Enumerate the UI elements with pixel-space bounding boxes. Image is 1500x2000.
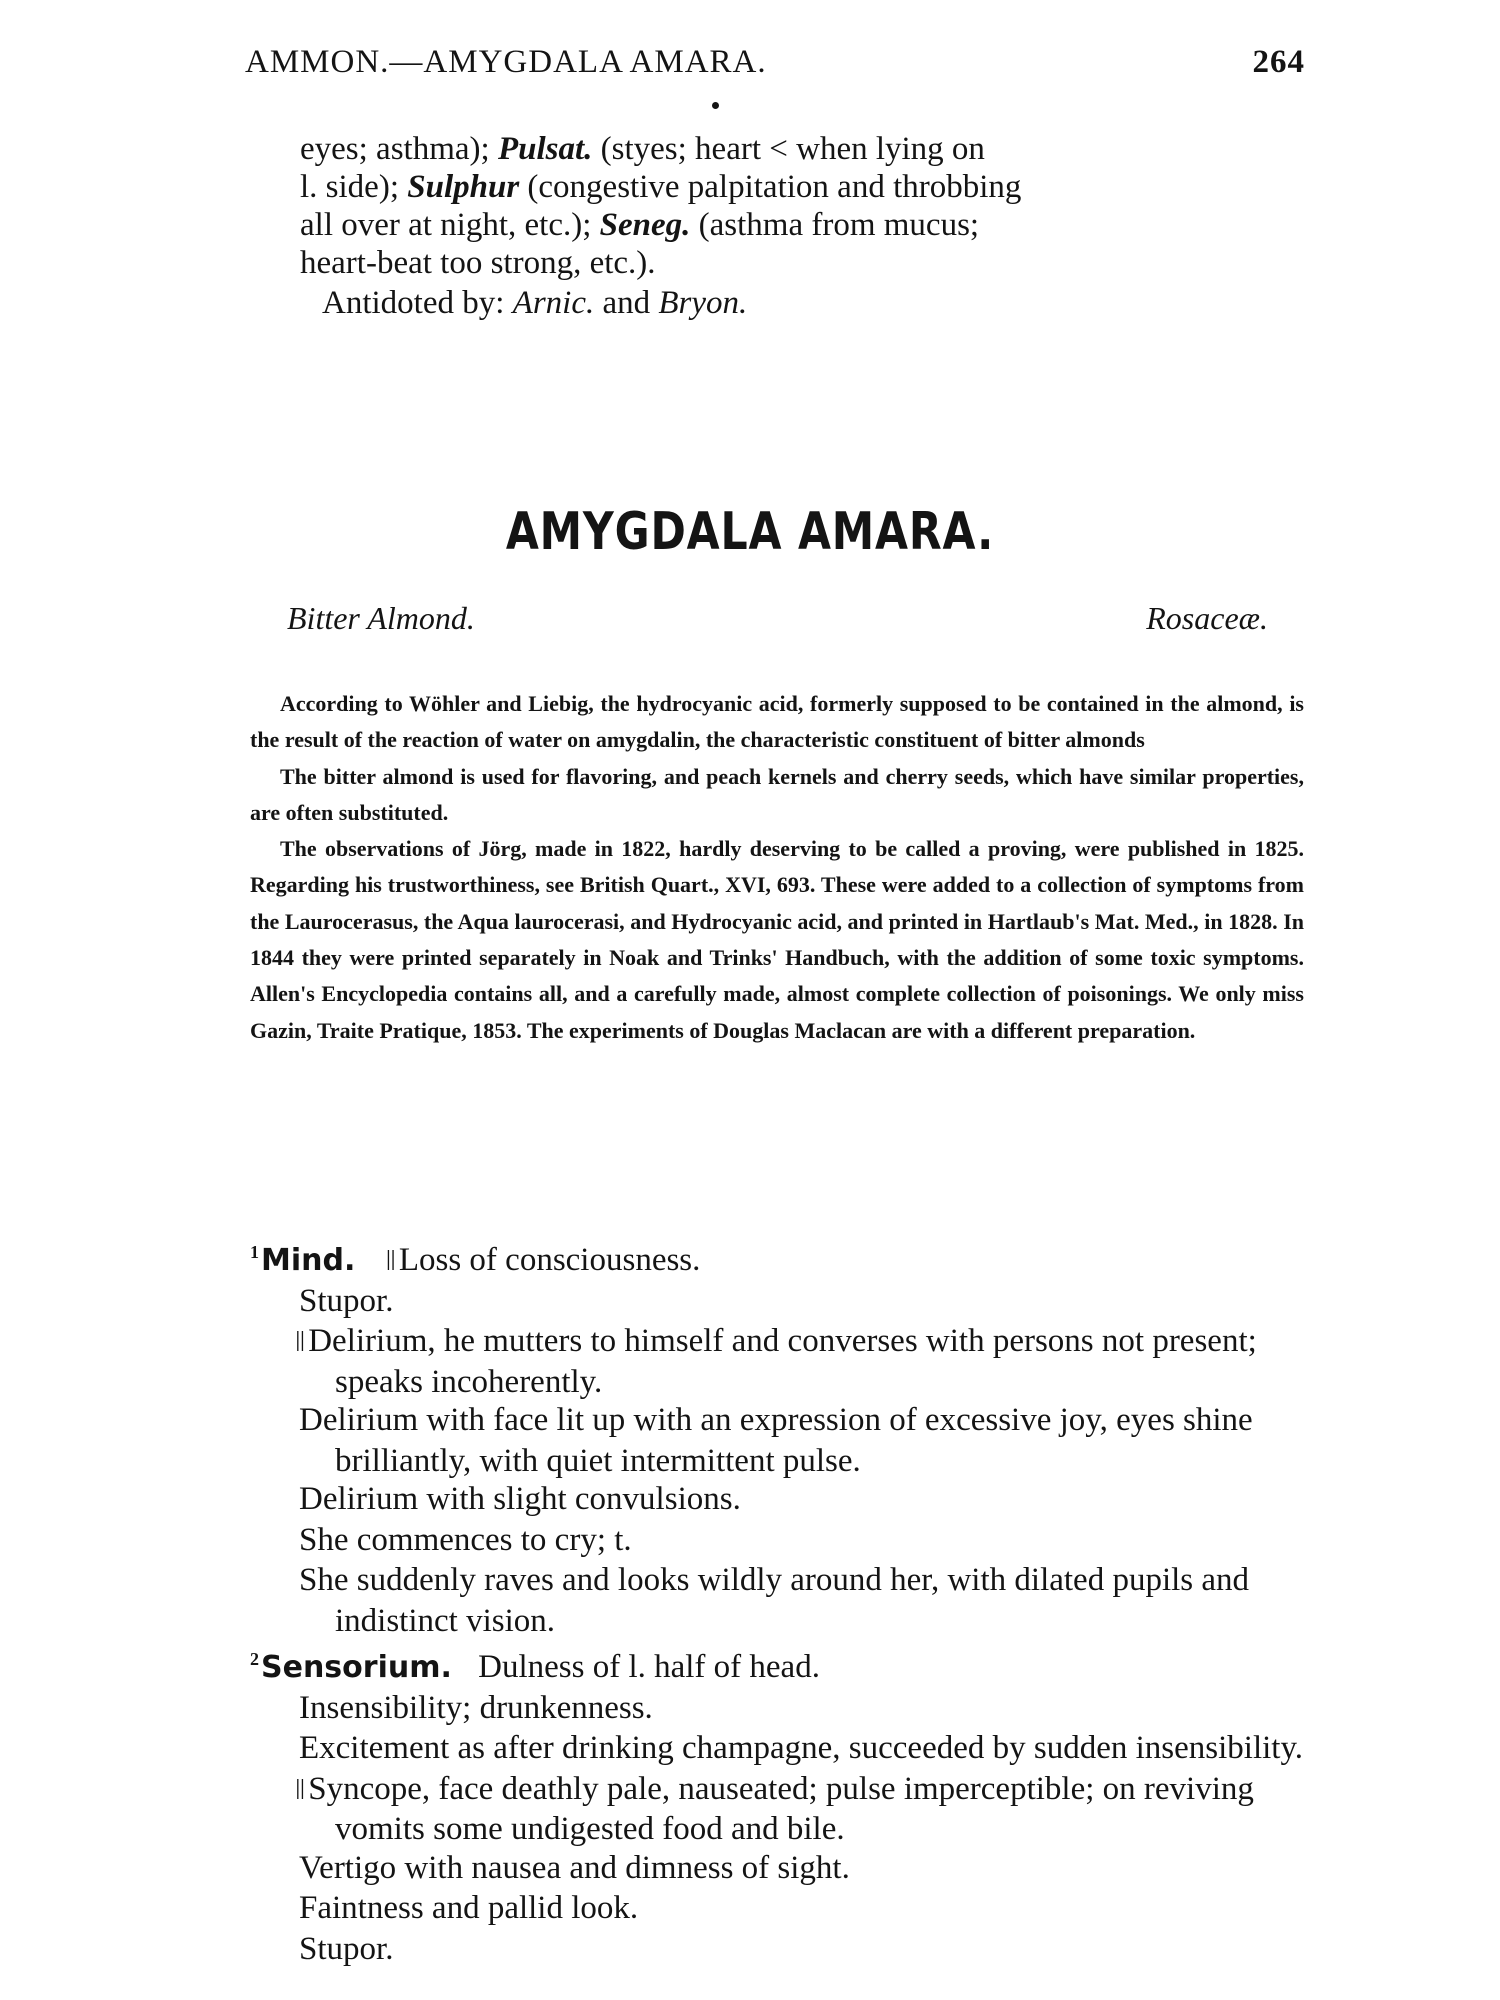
common-name: Bitter Almond. (287, 600, 475, 636)
continuation-line: eyes; asthma); Pulsat. (styes; heart < when lying on (300, 131, 985, 167)
symptom-entry: Stupor. (299, 1282, 394, 1319)
symptom-entry: Delirium with face lit up with an expression of excessive joy, eyes shine brilliantly, with quiet intermittent pulse. (299, 1402, 1253, 1479)
section-number: 1 (250, 1242, 259, 1262)
section-heading (250, 1640, 1325, 1689)
continuation-text (300, 130, 1310, 282)
intro-paragraph: The observations of Jörg, made in 1822, hardly deserving to be called a proving, were published in 1825. Regarding his trustworthiness, see British Quart., XVI, 693. These were added to a collection of symptoms from the Laurocerasus, the Aqua laurocerasi, and Hydrocyanic acid, and printed in Hartlaub's Mat. Med., in 1828. In 1844 they were printed separately in Noak and Trinks' Handbuch, with the addition of some toxic symptoms. Allen's Encyclopedia contains all, and a carefully made, almost complete collection of poisonings. We only miss Gazin, Traite Pratique, 1853. The experiments of Douglas Maclacan are with a different preparation. (250, 836, 1304, 1043)
intro-paragraph: According to Wöhler and Liebig, the hydrocyanic acid, formerly supposed to be contained in the almond, is the result of the reaction of water on amygdalin, the characteristic constituent of bitter almonds (250, 691, 1304, 753)
symptom-entry: Excitement as after drinking champagne, succeeded by sudden insensibility. (299, 1730, 1304, 1766)
symptom-entry: Vertigo with nausea and dimness of sight. (299, 1849, 850, 1886)
page-number: 264 (1252, 44, 1305, 80)
section-mind (250, 1233, 1325, 1640)
symptom-entry: Stupor. (299, 1930, 394, 1967)
symptom-entry: Insensibility; drunkenness. (299, 1689, 653, 1726)
antidote-line: Antidoted by: Arnic. and Bryon. (322, 285, 748, 321)
remedy-abbrev: Seneg. (599, 207, 691, 243)
section-name: Mind. (261, 1243, 356, 1278)
symptom-entry: She commences to cry; t. (299, 1521, 632, 1558)
running-head (245, 44, 1305, 84)
continuation-line: l. side); Sulphur (congestive palpitation and throbbing (300, 169, 1022, 205)
antidote-remedy: Arnic. (512, 285, 595, 321)
symptom-entry: ǀǀ Delirium, he mutters to himself and converses with persons not present; speaks incoherently. (295, 1323, 1257, 1400)
symptom-sections (250, 1233, 1325, 1970)
symptom-entry: ǀǀ Syncope, face deathly pale, nauseated; pulse imperceptible; on reviving vomits some undigested food and bile. (295, 1770, 1254, 1847)
section-number: 2 (250, 1649, 259, 1669)
print-speck (712, 102, 719, 109)
remedy-abbrev: Pulsat. (497, 131, 593, 167)
remedy-title: AMYGDALA AMARA. (505, 502, 995, 562)
symptom-entry: She suddenly raves and looks wildly around her, with dilated pupils and indistinct vision. (299, 1562, 1250, 1639)
symptom-text: Dulness of l. half of head. (478, 1649, 820, 1685)
intro-notes (250, 686, 1304, 1049)
continuation-line: all over at night, etc.); Seneg. (asthma from mucus; (300, 207, 980, 243)
symptom-text: Loss of consciousness. (398, 1242, 701, 1278)
emphasis-mark: ǀǀ (385, 1246, 395, 1277)
plant-family: Rosaceæ. (1146, 600, 1268, 636)
continuation-line: heart-beat too strong, etc.). (300, 245, 656, 281)
intro-paragraph: The bitter almond is used for flavoring, and peach kernels and cherry seeds, which have similar properties, are often substituted. (250, 763, 1304, 825)
section-sensorium (250, 1640, 1325, 1970)
section-name: Sensorium. (261, 1650, 452, 1685)
running-head-title: AMMON.—AMYGDALA AMARA. (245, 44, 767, 80)
remedy-abbrev: Sulphur (407, 169, 520, 205)
section-heading (250, 1233, 1325, 1282)
symptom-entry: Faintness and pallid look. (299, 1890, 639, 1926)
antidote-remedy: Bryon. (658, 285, 748, 321)
symptom-entry: Delirium with slight convulsions. (299, 1481, 741, 1517)
